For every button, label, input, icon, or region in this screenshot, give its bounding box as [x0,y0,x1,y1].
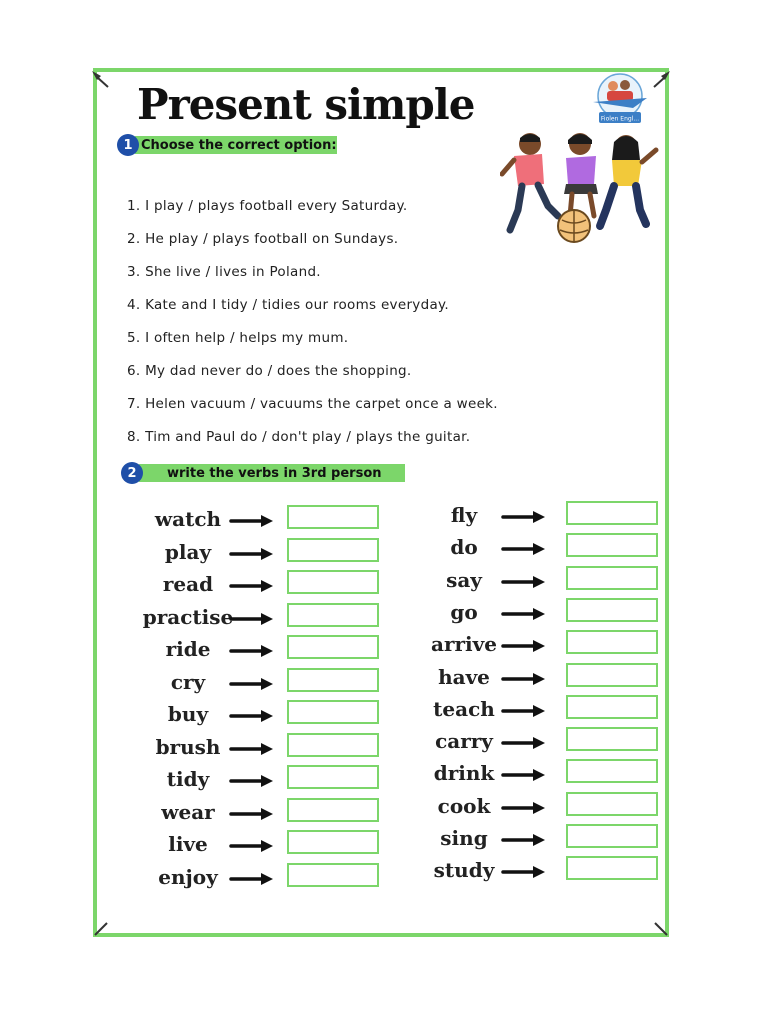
verb-word: play [164,539,212,564]
verb-row [97,533,667,565]
verb-row [97,727,667,759]
right-arrow-icon [501,767,547,783]
answer-box[interactable] [566,759,658,783]
logo-icon [585,72,655,132]
right-arrow-icon [501,671,547,687]
sentence-list [127,190,498,454]
answer-box[interactable] [566,856,658,880]
verb-row [97,792,667,824]
right-arrow-icon [501,509,547,525]
answer-box[interactable] [566,695,658,719]
answer-box[interactable] [566,501,658,525]
verb-row [97,759,667,791]
worksheet-sheet [93,68,669,937]
section-heading: write the verbs in 3rd person [139,464,405,482]
section-number: 2 [121,462,143,484]
sentence-item: 1. I play / plays football every Saturday. [127,198,408,214]
verb-word: cry [170,669,206,694]
right-arrow-icon [501,541,547,557]
sentence-item: 5. I often help / helps my mum. [127,330,349,346]
verb-word: teach [433,696,495,721]
verb-word: cook [437,793,491,818]
pushpin-icon [91,917,113,939]
verb-word: say [446,567,482,592]
verb-word: sing [440,826,488,850]
answer-box[interactable] [566,598,658,622]
answer-box[interactable] [566,727,658,751]
pushpin-icon [649,917,671,939]
section-2-header [121,463,405,483]
sentence-item: 2. He play / plays football on Sundays. [127,231,399,247]
section-1-header [117,135,337,155]
right-arrow-icon [501,638,547,654]
right-arrow-icon [501,703,547,719]
sentence-item: 4. Kate and I tidy / tidies our rooms everyday. [127,297,449,313]
verb-word: brush [155,734,221,759]
kids-playing-illustration [500,130,660,248]
answer-box[interactable] [566,533,658,557]
verb-row [97,663,667,695]
verb-word: study [433,858,495,883]
right-arrow-icon [501,735,547,751]
verb-word: read [162,572,214,596]
verb-row [97,856,667,888]
right-arrow-icon [501,800,547,816]
answer-box[interactable] [566,566,658,590]
verb-row [97,501,667,533]
verb-word: buy [167,702,209,726]
verb-row [97,566,667,598]
sentence-item: 3. She live / lives in Poland. [127,264,321,280]
verb-word: go [450,599,478,624]
page-title: Present simple [137,80,475,129]
sentence-item: 6. My dad never do / does the shopping. [127,363,412,379]
answer-box[interactable] [566,824,658,848]
verb-word: practise [142,604,234,629]
sentence-item: 7. Helen vacuum / vacuums the carpet once a week. [127,396,498,412]
verb-word: carry [435,729,493,754]
sentence-item: 8. Tim and Paul do / don't play / plays the guitar. [127,429,471,445]
verb-word: fly [450,503,478,527]
verb-row [97,824,667,856]
right-arrow-icon [501,832,547,848]
section-heading: Choose the correct option: [135,136,337,154]
answer-box[interactable] [566,630,658,654]
right-arrow-icon [501,864,547,880]
verb-word: ride [165,637,211,661]
answer-box[interactable] [566,663,658,687]
logo-text: Fiolen Engl... [600,115,640,123]
answer-box[interactable] [566,792,658,816]
verb-row [97,695,667,727]
verb-row [97,630,667,662]
verb-word: live [168,832,208,856]
verb-word: arrive [431,632,497,657]
section-number: 1 [117,134,139,156]
verb-word: wear [161,799,215,824]
pushpin-icon [89,68,111,90]
verb-word: drink [433,761,495,786]
verb-row [97,598,667,630]
right-arrow-icon [501,606,547,622]
right-arrow-icon [501,574,547,590]
verb-word: tidy [166,767,210,791]
verb-word: do [450,535,478,560]
verb-word: have [438,664,490,689]
verb-word: watch [154,507,222,531]
verb-word: enjoy [158,864,218,889]
